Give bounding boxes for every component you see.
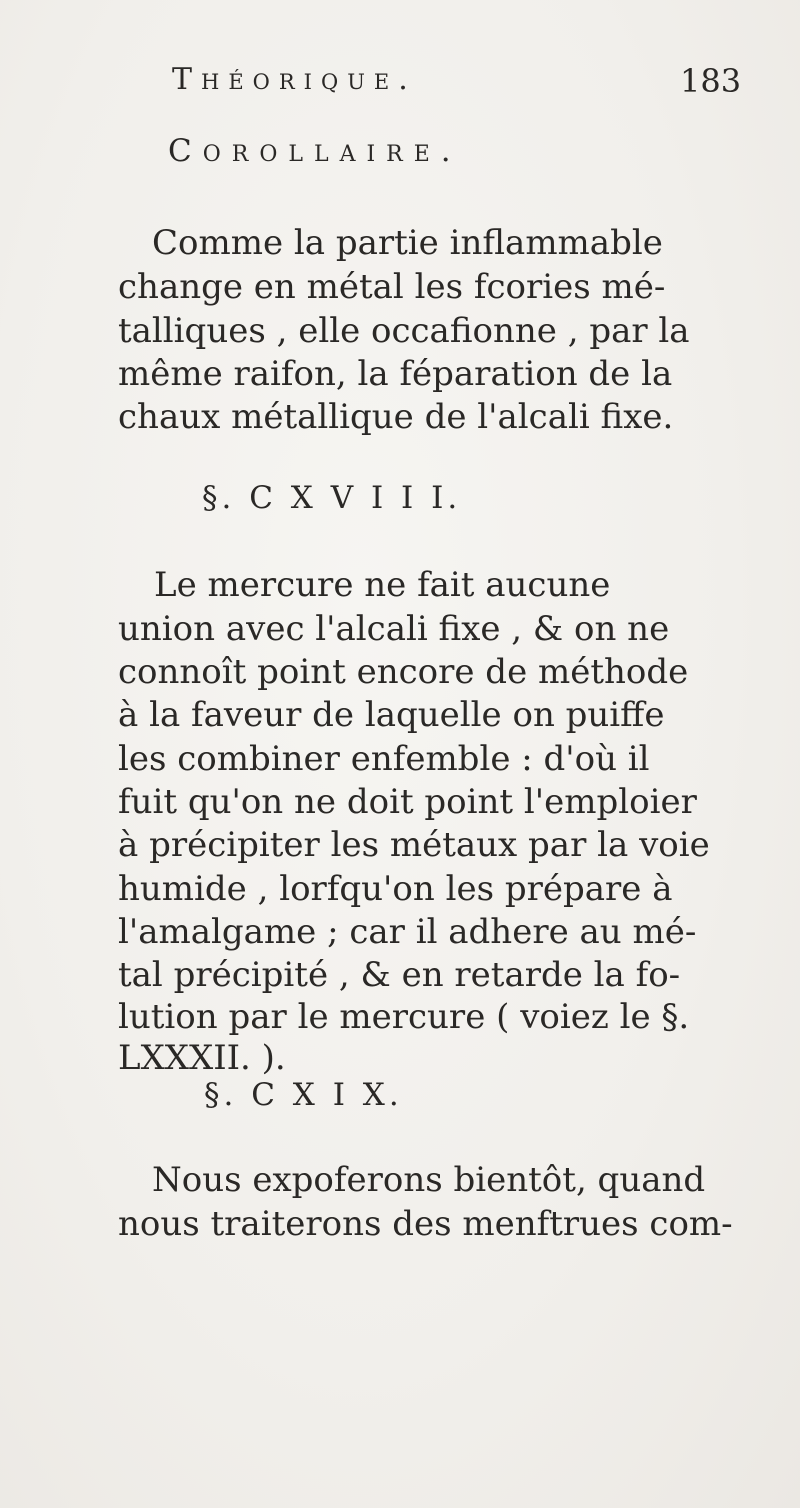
text-line: change en métal les fcories mé- — [118, 267, 666, 307]
text-line: chaux métallique de l'alcali fixe. — [118, 397, 674, 437]
text-line: talliques , elle occafionne , par la — [118, 311, 690, 351]
text-line: fuit qu'on ne doit point l'emploier — [118, 782, 697, 822]
text-line: lution par le mercure ( voiez le §. — [118, 997, 690, 1037]
text-line: même raifon, la féparation de la — [118, 354, 673, 394]
text-line: union avec l'alcali fixe , & on ne — [118, 609, 670, 649]
text-line: Le mercure ne fait aucune — [154, 565, 611, 605]
text-line: humide , lorfqu'on les prépare à — [118, 869, 673, 909]
text-line: l'amalgame ; car il adhere au mé- — [118, 912, 697, 952]
text-line: à précipiter les métaux par la voie — [118, 825, 710, 865]
text-line: Comme la partie inflammable — [152, 223, 663, 263]
text-line: LXXXII. ). — [118, 1038, 286, 1078]
corollaire-heading: Corollaire. — [168, 133, 462, 169]
running-title: Théorique. — [172, 62, 417, 97]
text-line: nous traiterons des menftrues com- — [118, 1204, 733, 1244]
text-line: tal précipité , & en retarde la fo- — [118, 955, 681, 995]
page-number: 183 — [680, 62, 742, 100]
section-heading-cxix: §. C X I X. — [204, 1077, 403, 1113]
text-line: à la faveur de laquelle on puiffe — [118, 695, 665, 735]
section-heading-cxviii: §. C X V I I I. — [202, 480, 462, 516]
page-header — [0, 62, 800, 112]
text-line: les combiner enfemble : d'où il — [118, 739, 650, 779]
text-line: Nous expoferons bientôt, quand — [152, 1160, 706, 1200]
text-line: connoît point encore de méthode — [118, 652, 689, 692]
